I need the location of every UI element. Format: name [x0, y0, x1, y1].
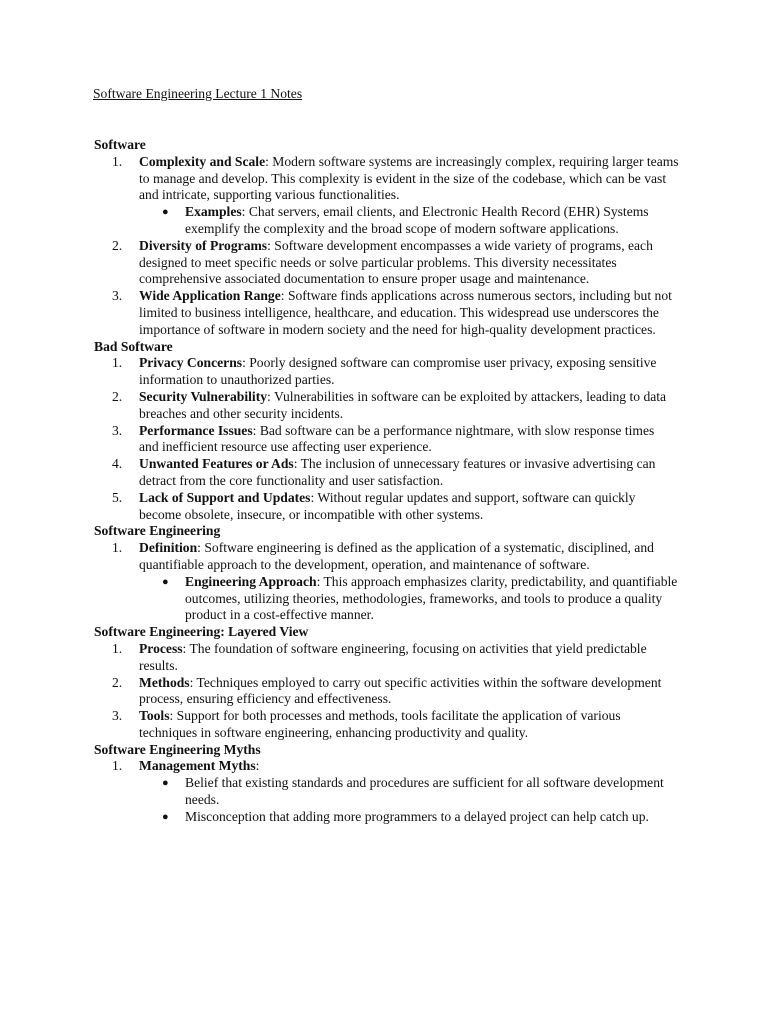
myths-list [94, 758, 684, 825]
item-term: Unwanted Features or Ads [139, 456, 294, 472]
item-number: 5. [112, 489, 123, 505]
item-text: : The foundation of software engineering, focusing on activities that yield predictable results. [139, 640, 647, 673]
item-text: : Without regular updates and support, software can quickly become obsolete, insecure, or incompatible with other systems. [139, 489, 636, 522]
list-item [112, 288, 679, 338]
list-item [112, 153, 679, 238]
item-number: 4. [112, 456, 123, 472]
section-heading-myths: Software Engineering Myths [94, 741, 261, 757]
sub-item-term: Examples [185, 204, 242, 220]
item-text: : Modern software systems are increasingly complex, requiring larger teams to manage and develop. This complexity is evident in the size of the codebase, which can be vast and intricate, supporting various functionalities. [139, 153, 679, 203]
list-item [112, 422, 669, 457]
item-text: : Vulnerabilities in software can be exploited by attackers, leading to data breaches and other security incidents. [139, 388, 667, 421]
item-text: : Bad software can be a performance nightmare, with slow response times and inefficient resource use affecting user experience. [139, 422, 655, 455]
item-text: : Support for both processes and methods, tools facilitate the application of various techniques in software engineering, enhancing productivity and quality. [139, 708, 621, 740]
bullet-icon: ● [162, 777, 169, 790]
item-term: Process [139, 640, 183, 656]
item-term: Privacy Concerns [139, 355, 243, 371]
bullet-icon: ● [162, 810, 169, 823]
item-number: 2. [112, 237, 123, 253]
item-text: : [255, 758, 260, 774]
list-item [112, 640, 679, 675]
item-number: 2. [112, 674, 123, 690]
item-term: Diversity of Programs [139, 237, 268, 253]
item-text: : Software engineering is defined as the application of a systematic, disciplined, and quantifiable approach to the development, operation, and maintenance of software. [139, 540, 654, 572]
item-number: 2. [112, 388, 123, 404]
item-term: Complexity and Scale [139, 153, 266, 169]
list-item [112, 355, 669, 389]
list-item [112, 388, 669, 423]
item-term: Tools [139, 708, 170, 724]
document-body [94, 137, 684, 826]
item-text: : Software development encompasses a wide variety of programs, each designed to meet specific needs or solve particular problems. This diversity necessitates comprehensive associated documentation to ensure proper usage and maintenance. [139, 237, 653, 287]
list-item [112, 456, 669, 490]
item-term: Security Vulnerability [139, 388, 268, 404]
sub-item-text: : Chat servers, email clients, and Electronic Health Record (EHR) Systems exemplify the complexity and the broad scope of modern software applications. [185, 204, 649, 236]
section-heading-bad-software: Bad Software [94, 338, 173, 354]
list-item [112, 540, 678, 624]
item-number: 3. [112, 288, 123, 304]
layered-view-list [94, 641, 684, 742]
item-number: 1. [112, 540, 123, 556]
item-number: 1. [112, 355, 123, 371]
list-item [112, 758, 679, 825]
section-heading-layered-view: Software Engineering: Layered View [94, 624, 309, 640]
document-title: Software Engineering Lecture 1 Notes [93, 86, 303, 101]
item-term: Definition [139, 540, 198, 556]
bad-software-list [94, 355, 684, 523]
sub-list [139, 775, 679, 825]
sub-list-item [162, 808, 685, 826]
sub-list [139, 573, 678, 624]
item-text: : The inclusion of unnecessary features or invasive advertising can detract from the core functionality and user satisfaction. [139, 456, 656, 488]
item-text: : Techniques employed to carry out specific activities within the software development process, ensuring efficiency and effectiveness. [139, 674, 662, 707]
sub-item-text: Belief that existing standards and procedures are sufficient for all software development needs. [185, 775, 664, 808]
sub-item-term: Engineering Approach [185, 573, 317, 589]
sub-list-item [162, 573, 685, 624]
section-heading-software: Software [94, 137, 146, 152]
item-number: 3. [112, 708, 123, 724]
item-number: 1. [112, 640, 123, 656]
item-text: : Software finds applications across numerous sectors, including but not limited to business intelligence, healthcare, and education. This widespread use underscores the importance of software in modern society and the need for high-quality development practices. [139, 288, 672, 337]
item-term: Wide Application Range [139, 288, 281, 304]
software-engineering-list [94, 540, 684, 624]
item-text: : Poorly designed software can compromise user privacy, exposing sensitive information to unauthorized parties. [139, 355, 657, 388]
sub-item-text: Misconception that adding more programmers to a delayed project can help catch up. [185, 808, 649, 824]
bullet-icon: ● [162, 206, 169, 219]
sub-list [139, 204, 679, 238]
sub-list-item [162, 775, 685, 809]
list-item [112, 489, 669, 524]
section-heading-software-engineering: Software Engineering [94, 523, 221, 539]
item-number: 1. [112, 758, 123, 774]
bullet-icon: ● [162, 575, 169, 588]
sub-list-item [162, 204, 685, 238]
list-item [112, 674, 669, 709]
sub-item-text: : This approach emphasizes clarity, predictability, and quantifiable outcomes, utilizing theories, methodologies, frameworks, and tools to produce a quality product in a cost-effective manner. [185, 573, 678, 623]
item-term: Performance Issues [139, 422, 253, 438]
item-term: Methods [139, 674, 190, 690]
list-item [112, 237, 679, 288]
item-term: Management Myths [139, 758, 256, 774]
list-item [112, 708, 669, 742]
item-number: 3. [112, 422, 123, 438]
item-number: 1. [112, 153, 123, 169]
item-term: Lack of Support and Updates [139, 489, 311, 505]
software-list [94, 154, 684, 339]
